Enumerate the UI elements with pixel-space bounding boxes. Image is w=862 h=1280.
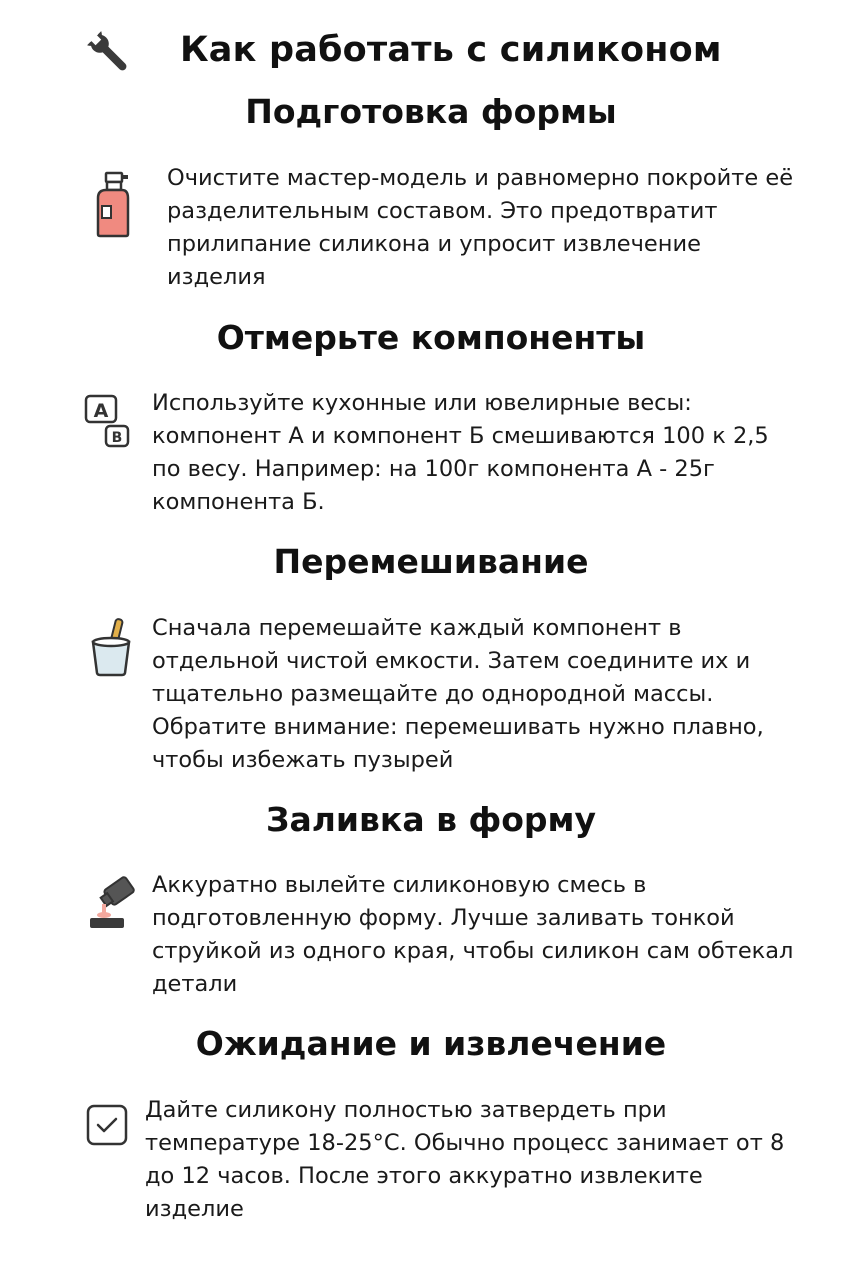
component-b-label: B xyxy=(111,430,123,446)
section-heading-preparation: Подготовка формы xyxy=(245,92,617,131)
ab-components-icon xyxy=(84,394,134,450)
section-text-mixing: Сначала перемешайте каждый компонент в отдельной чистой емкости. Затем соедините их и тщательно размещайте до однородной массы. Обратите внимание: перемешивать нужно плавно, чтобы избежать пузырей xyxy=(152,615,764,773)
section-text-pouring: Аккуратно вылейте силиконовую смесь в подготовленную форму. Лучше заливать тонкой струйкой из одного края, чтобы силикон сам обтекал детали xyxy=(152,872,794,997)
section-heading-mixing: Перемешивание xyxy=(273,542,589,581)
section-text-preparation: Очистите мастер-модель и равномерно покройте её разделительным составом. Это предотвратит прилипание силикона и упросит извлечение изделия xyxy=(167,165,794,290)
header xyxy=(0,24,862,80)
section-heading-measure: Отмерьте компоненты xyxy=(216,318,646,357)
pouring-icon xyxy=(88,874,140,932)
section-heading-pouring: Заливка в форму xyxy=(266,800,596,839)
component-a-label: A xyxy=(93,400,109,422)
section-text-measure: Используйте кухонные или ювелирные весы: компонент А и компонент Б смешиваются 100 к 2,5 по весу. Например: на 100г компонента А - 25г компонента Б. xyxy=(152,390,769,515)
cup-with-stick-icon xyxy=(88,616,134,678)
section-heading-curing: Ожидание и извлечение xyxy=(195,1024,667,1063)
section-text-curing: Дайте силикону полностью затвердеть при температуре 18-25°С. Обычно процесс занимает от 8 до 12 часов. После этого аккуратно извлеките изделие xyxy=(145,1097,785,1222)
page-title: Как работать с силиконом xyxy=(180,30,722,70)
wrench-icon xyxy=(84,28,134,78)
checkbox-icon xyxy=(86,1104,128,1146)
spray-bottle-icon xyxy=(92,170,132,240)
